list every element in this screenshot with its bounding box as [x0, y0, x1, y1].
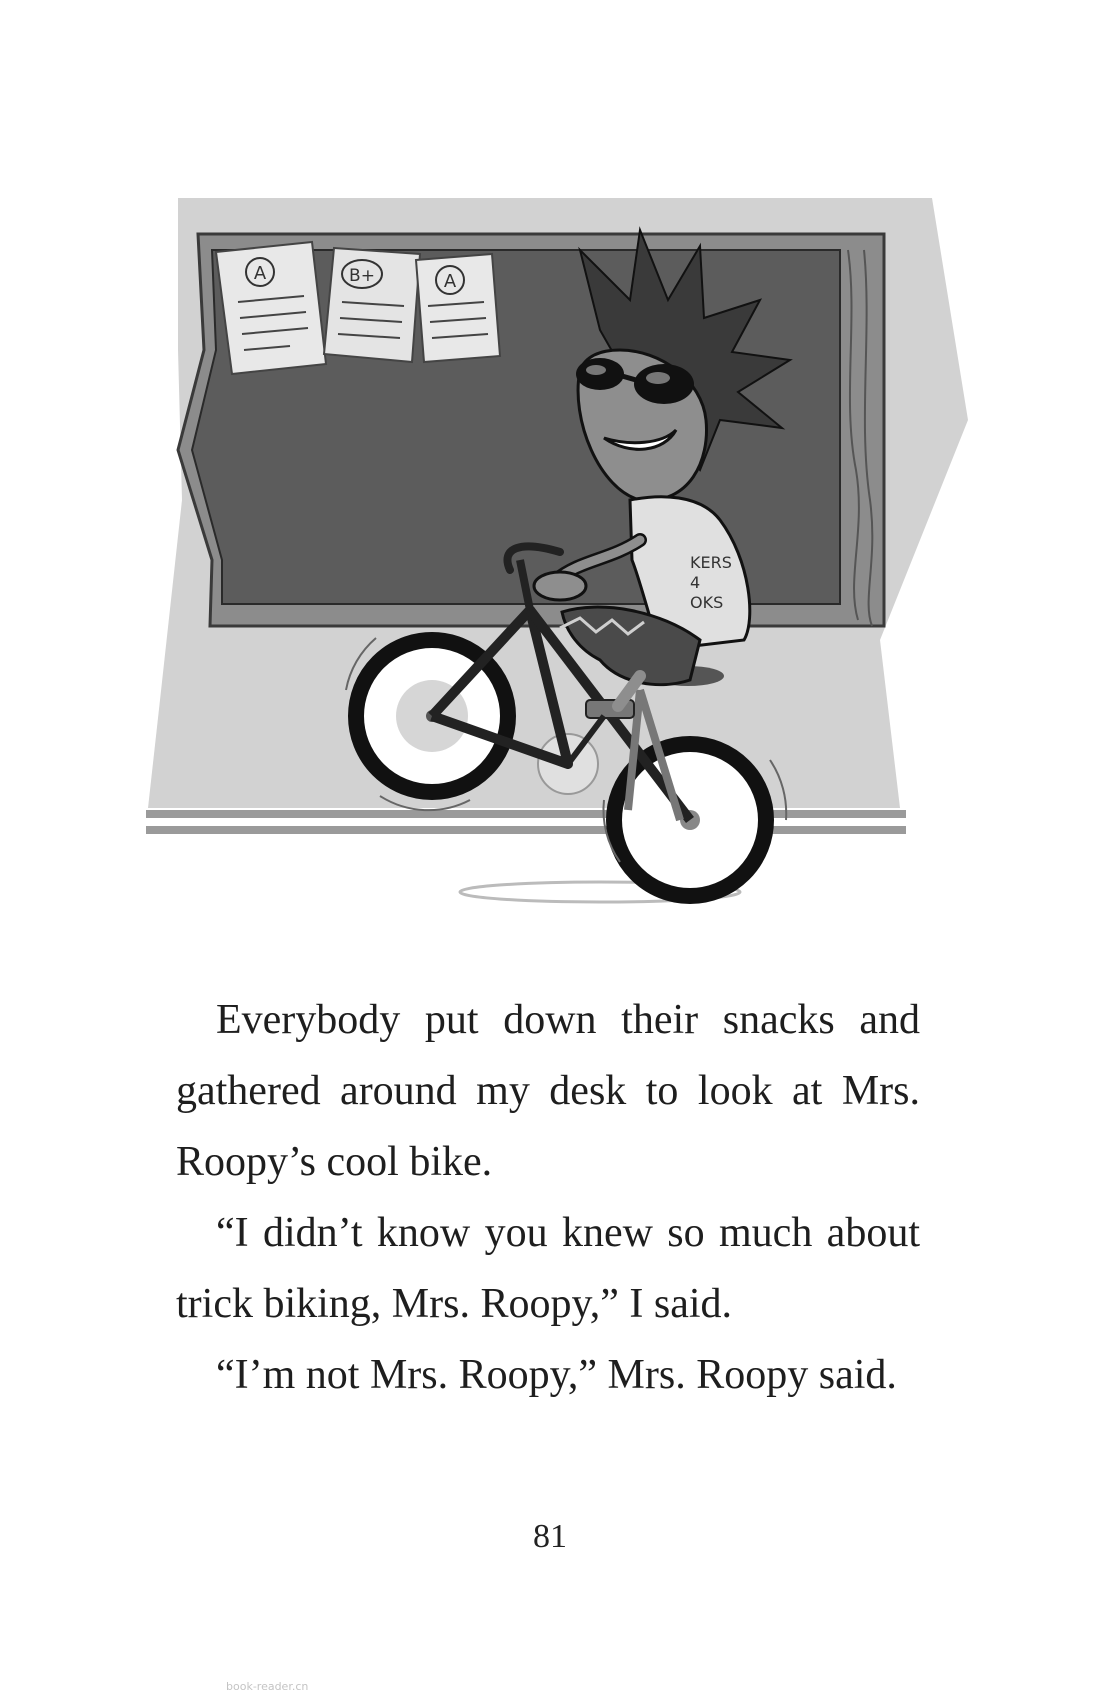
paragraph: “I’m not Mrs. Roopy,” Mrs. Roopy said. [216, 1352, 897, 1398]
kid-hand [534, 572, 586, 600]
svg-text:KERS: KERS [690, 553, 732, 572]
graded-paper-2 [324, 248, 420, 362]
story-text [176, 985, 920, 1411]
paragraph: Everybody put down their snacks and gathered around my desk to look at Mrs. Roopy’s cool bike. [176, 997, 920, 1185]
watermark: book-reader.cn [226, 1680, 309, 1693]
graded-paper-1 [216, 242, 326, 374]
svg-text:OKS: OKS [690, 593, 724, 612]
svg-text:4: 4 [690, 573, 701, 592]
page-number: 81 [533, 1518, 567, 1555]
paper-grade-3: A [443, 271, 457, 292]
graded-paper-3 [416, 254, 500, 362]
chalk-tray [146, 810, 906, 818]
paper-grade-1: A [253, 263, 267, 284]
paper-grade-2: B+ [349, 266, 375, 286]
paragraph: “I didn’t know you knew so much about trick biking, Mrs. Roopy,” I said. [176, 1210, 920, 1327]
